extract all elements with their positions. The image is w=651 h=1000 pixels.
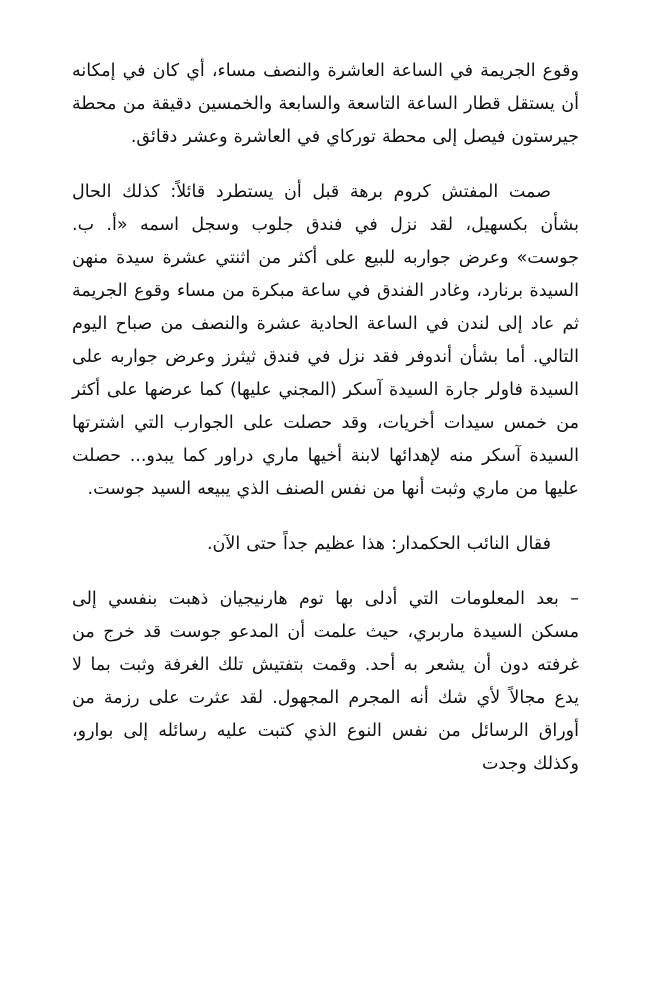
paragraph-3: فقال النائب الحكمدار: هذا عظيم جداً حتى الآن. xyxy=(206,534,551,554)
paragraph-2: صمت المفتش كروم برهة قبل أن يستطرد قائلاً: كذلك الحال بشأن بكسهيل، لقد نزل في فندق جلوب وسجل اسمه «أ. ب. جوست» وعرض جواربه للبيع على أكثر من اثنتي عشرة سيدة منهن السيدة برنارد، وغادر الفندق في ساعة مبكرة من مساء وقوع الجريمة ثم عاد إلى لندن في الساعة الحادية عشرة والنصف من صباح اليوم التالي. أما بشأن أندوفر فقد نزل في فندق ثيثرز وعرض جواربه على السيدة فاولر جارة السيدة آسكر (المجني عليها) كما عرضها على أكثر من خمس سيدات أخريات، وقد حصلت على الجوارب التي اشترتها السيدة آسكر منه لإهدائها لابنة أخيها ماري دراور كما يبدو... حصلت عليها من ماري وثبت أنها من نفس الصنف الذي يبيعه السيد جوست. xyxy=(72,182,579,499)
paragraph-1: وقوع الجريمة في الساعة العاشرة والنصف مساء، أي كان في إمكانه أن يستقل قطار الساعة التاسعة والسابعة والخمسين دقيقة من محطة جيرستون فيصل إلى محطة توركاي في العاشرة وعشر دقائق. xyxy=(72,61,579,147)
paragraph-4: – بعد المعلومات التي أدلى بها توم هارنيجيان ذهبت بنفسي إلى مسكن السيدة ماربري، حيث علمت أن المدعو جوست قد خرج من غرفته دون أن يشعر به أحد. وقمت بتفتيش تلك الغرفة وثبت بما لا يدع مجالاً لأي شك أنه المجرم المجهول. لقد عثرت على رزمة من أوراق الرسائل من نفس النوع الذي كتبت عليه رسائله إلى بوارو، وكذلك وجدت xyxy=(72,589,579,774)
